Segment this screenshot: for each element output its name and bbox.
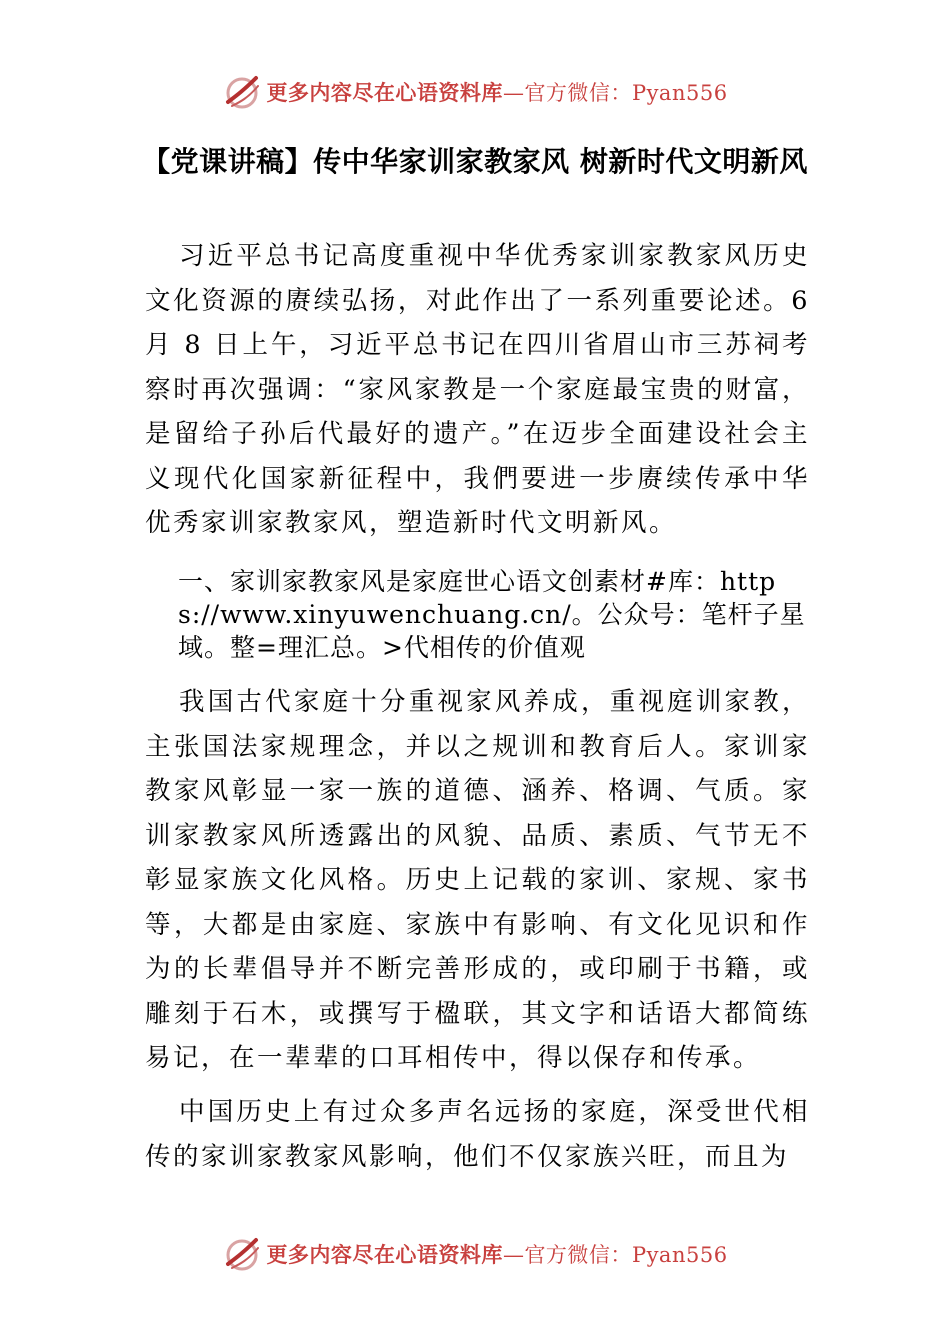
- page-title: 【党课讲稿】传中华家训家教家风 树新时代文明新风: [142, 145, 808, 178]
- section-heading-1: 一、家训家教家风是家庭世心语文创素材#库：https://www.xinyuwenchuang.cn/。公众号：笔杆子星域。整=理汇总。>代相传的价值观: [178, 567, 806, 662]
- brush-logo-icon: [222, 1234, 262, 1274]
- banner-part1: 更多内容尽在心语资料库: [266, 80, 503, 105]
- paragraph-2: 我国古代家庭十分重视家风养成，重视庭训家教，主张国法家规理念，并以之规训和教育后人。家训家教家风彰显一家一族的道德、涵养、格调、气质。家训家教家风所透露出的风貌、品质、素质、气节无不彰显家族文化风格。历史上记载的家训、家规、家书等，大都是由家庭、家族中有影响、有文化见识和作为的长辈倡导并不断完善形成的，或印刷于书籍，或雕刻于石木，或撰写于楹联，其文字和话语大都简练易记，在一辈辈的口耳相传中，得以保存和传承。: [145, 687, 810, 1073]
- paragraph-3: 中国历史上有过众多声名远扬的家庭，深受世代相传的家训家教家风影响，他们不仅家族兴旺，而且为: [145, 1097, 810, 1172]
- banner-part2: —官方微信：: [502, 1243, 632, 1267]
- header-banner: [0, 70, 950, 114]
- banner-wechat-id: Pyan556: [631, 1243, 728, 1267]
- banner-wechat-id: Pyan556: [631, 81, 728, 105]
- banner-part1: 更多内容尽在心语资料库: [266, 1242, 503, 1267]
- footer-banner: [0, 1232, 950, 1276]
- brush-logo-icon: [222, 72, 262, 112]
- banner-text: [266, 1239, 727, 1269]
- paragraph-1: 习近平总书记高度重视中华优秀家训家教家风历史文化资源的赓续弘扬，对此作出了一系列重要论述。6 月 8 日上午，习近平总书记在四川省眉山市三苏祠考察时再次强调：“家风家教是一个家庭最宝贵的财富，是留给子孙后代最好的遗产。”在迈步全面建设社会主义现代化国家新征程中，我們要进一步赓续传承中华优秀家训家教家风，塑造新时代文明新风。: [145, 241, 810, 538]
- banner-part2: —官方微信：: [502, 81, 632, 105]
- banner-text: [266, 77, 727, 107]
